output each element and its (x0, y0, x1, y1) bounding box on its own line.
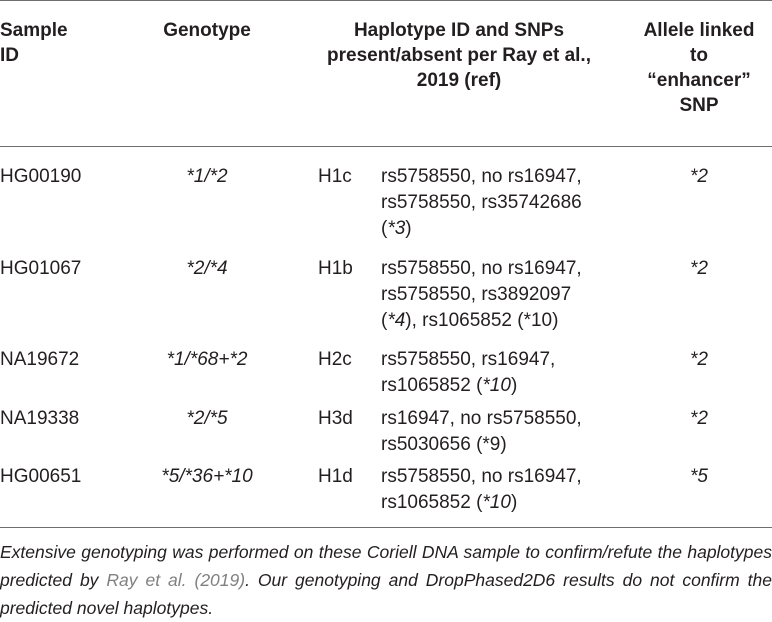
header-haplotype (296, 18, 622, 93)
snp-line (381, 282, 582, 308)
sample-id: HG00651 (0, 466, 82, 487)
snp-list (381, 406, 582, 458)
header-rule (0, 146, 772, 147)
allele: *2 (690, 349, 708, 370)
snp-text: rs16947, no rs5758550, (381, 408, 582, 429)
header-line: Haplotype ID and SNPs (353, 20, 565, 41)
snp-text: *3 (387, 218, 406, 239)
genotype: *1/*68+*2 (166, 349, 248, 370)
sample-id: HG01067 (0, 258, 82, 279)
snp-text: rs5758550, rs3892097 (381, 284, 572, 305)
allele: *5 (690, 466, 708, 487)
snp-line (381, 406, 582, 432)
table-footnote (0, 538, 772, 622)
snp-line (381, 347, 555, 373)
header-genotype (128, 18, 286, 43)
snp-text: rs5758550, no rs16947, (381, 258, 582, 279)
snp-text: rs5758550, no rs16947, (381, 166, 582, 187)
bottom-rule (0, 527, 772, 528)
header-sample-id (0, 18, 120, 68)
snp-text: rs1065852 ( (381, 492, 483, 513)
sample-id: NA19338 (0, 408, 80, 429)
snp-text: ) (510, 375, 518, 396)
header-line: ID (0, 45, 19, 66)
snp-list (381, 464, 582, 516)
genotype: *2/*5 (186, 408, 228, 429)
header-line: Sample (0, 20, 68, 41)
snp-text: rs5030656 (*9) (381, 434, 507, 455)
snp-text: rs5758550, no rs16947, (381, 466, 582, 487)
footnote-text: Extensive genotyping was performed on these Coriell DNA sample to confirm/refute the haplotypes predicted by (0, 542, 772, 590)
haplotype-id: H3d (318, 408, 353, 429)
snp-line (381, 464, 582, 490)
snp-line (381, 490, 582, 516)
snp-line (381, 373, 555, 399)
snp-line (381, 164, 582, 190)
allele: *2 (690, 408, 708, 429)
snp-text: *10 (482, 492, 511, 513)
snp-line (381, 190, 582, 216)
snp-text: rs1065852 ( (381, 375, 483, 396)
haplotype-id: H1b (318, 258, 353, 279)
sample-id: NA19672 (0, 349, 80, 370)
top-rule (0, 0, 772, 1)
snp-text: ) (405, 218, 412, 239)
header-allele (626, 18, 772, 118)
snp-text: ( (381, 310, 388, 331)
snp-text: *10 (482, 375, 511, 396)
header-line: to (690, 45, 708, 66)
snp-text: *4 (387, 310, 406, 331)
header-line: 2019 (ref) (416, 70, 502, 91)
snp-text: rs5758550, rs16947, (381, 349, 556, 370)
header-line: SNP (679, 95, 719, 116)
snp-line (381, 308, 582, 334)
haplotype-id: H2c (318, 349, 352, 370)
header-line: “enhancer” (647, 70, 751, 91)
snp-list (381, 256, 582, 334)
snp-line (381, 216, 582, 242)
snp-text: ( (381, 218, 388, 239)
header-line: present/absent per Ray et al., (327, 45, 591, 66)
snp-list (381, 164, 582, 242)
reference-link[interactable]: Ray et al. (2019) (106, 570, 246, 590)
snp-text: ), rs1065852 (*10) (405, 310, 559, 331)
snp-line (381, 256, 582, 282)
haplotype-id: H1c (318, 166, 352, 187)
snp-text: ) (510, 492, 518, 513)
allele: *2 (690, 166, 708, 187)
haplotype-id: H1d (318, 466, 353, 487)
genotype: *1/*2 (186, 166, 228, 187)
sample-id: HG00190 (0, 166, 82, 187)
snp-line (381, 432, 582, 458)
allele: *2 (690, 258, 708, 279)
snp-list (381, 347, 555, 399)
genotype: *5/*36+*10 (161, 466, 253, 487)
header-line: Allele linked (643, 20, 755, 41)
genotype: *2/*4 (186, 258, 228, 279)
footnote-text: . Our genotyping and DropPhased2D6 results do not confirm the predicted novel haplotypes. (0, 570, 772, 618)
snp-text: rs5758550, rs35742686 (381, 192, 582, 213)
header-line: Genotype (163, 20, 251, 41)
